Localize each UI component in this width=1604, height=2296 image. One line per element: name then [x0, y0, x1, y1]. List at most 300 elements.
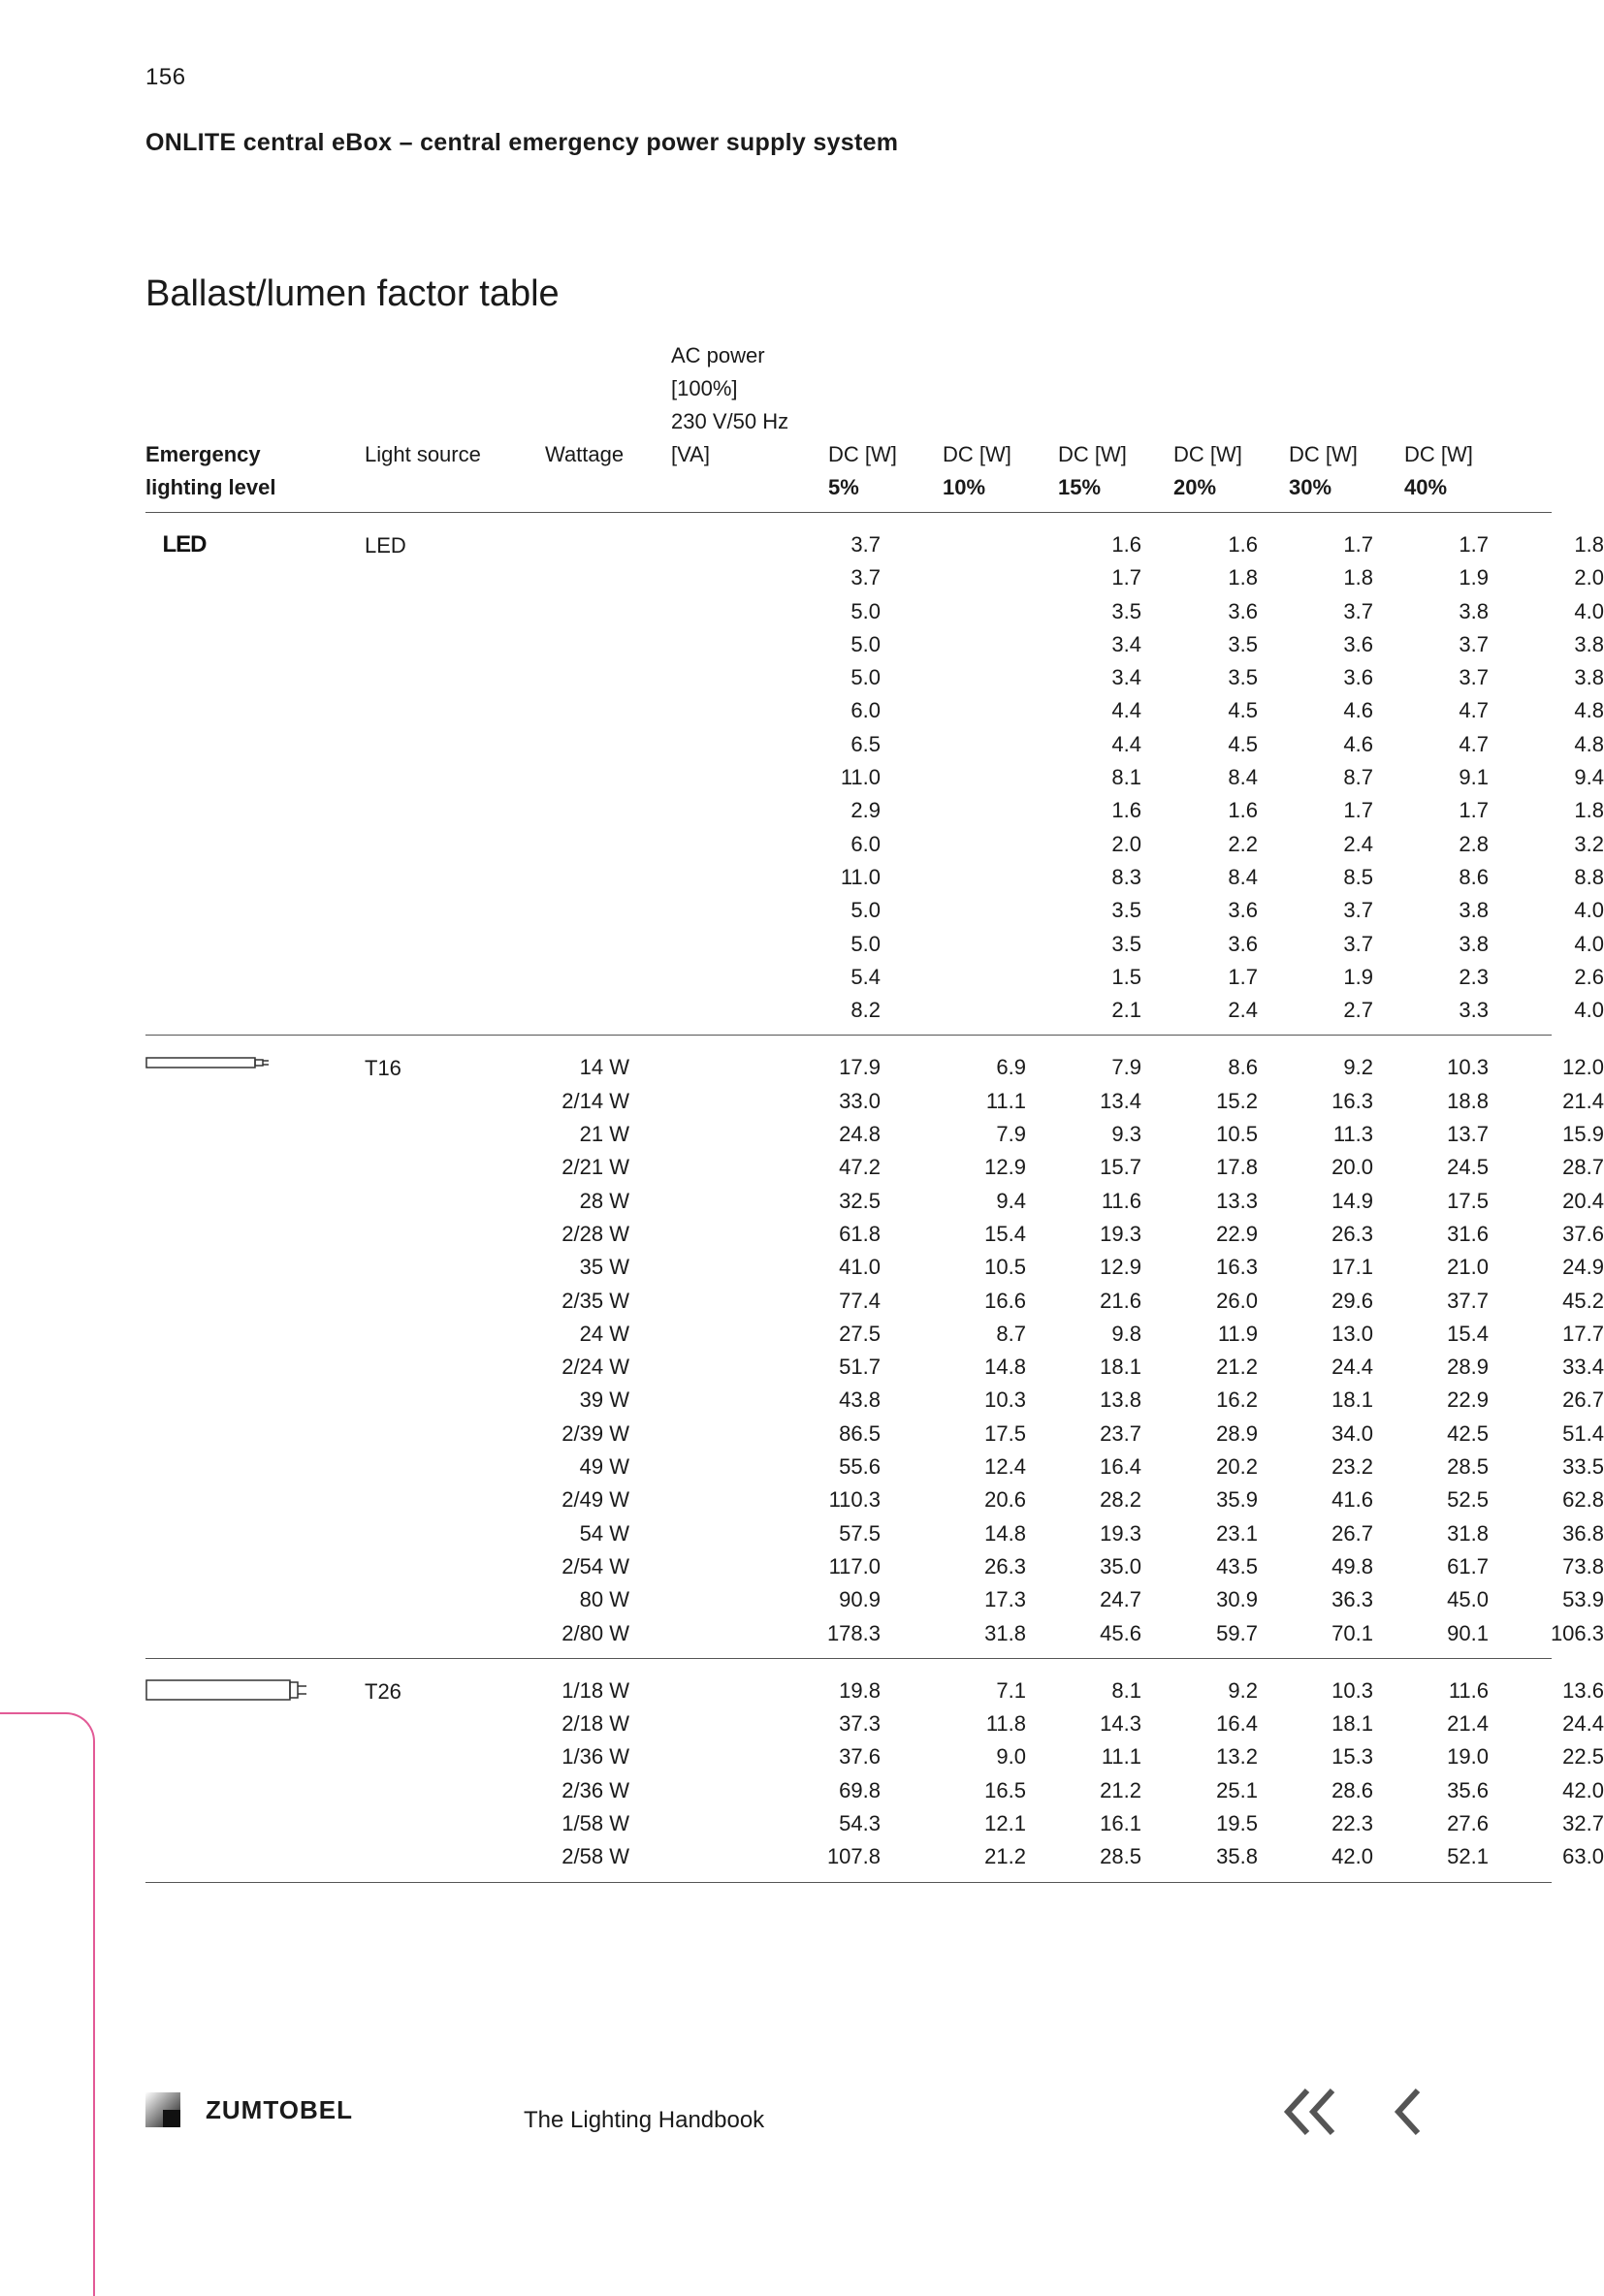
ac-power-cell: 51.7	[839, 1355, 881, 1380]
table-row	[145, 1285, 1604, 1318]
dc-power-cell: 1.6	[1111, 798, 1141, 823]
dc-power-cell: 9.3	[1111, 1122, 1141, 1147]
ac-power-cell: 5.0	[850, 931, 881, 956]
dc-power-cell: 4.8	[1574, 698, 1604, 723]
dc-power-cell: 28.9	[1447, 1355, 1489, 1380]
dc-power-cell: 1.6	[1111, 532, 1141, 557]
dc-power-cell: 13.2	[1216, 1744, 1258, 1770]
table-row	[145, 1384, 1604, 1417]
dc-power-cell: 19.3	[1100, 1520, 1141, 1546]
dc-power-cell: 43.5	[1216, 1553, 1258, 1578]
header-dc-label: DC [W]	[1289, 442, 1358, 466]
dc-power-cell: 12.0	[1562, 1055, 1604, 1080]
dc-power-cell: 23.1	[1216, 1520, 1258, 1546]
wattage-cell: 2/28 W	[561, 1221, 629, 1246]
dc-power-cell: 12.9	[984, 1155, 1026, 1180]
dc-power-cell: 20.6	[984, 1487, 1026, 1513]
ac-power-cell: 5.0	[850, 631, 881, 656]
table-row	[145, 861, 1604, 894]
dc-power-cell: 13.0	[1331, 1321, 1373, 1346]
dc-power-cell: 4.4	[1111, 698, 1141, 723]
dc-power-cell: 1.7	[1459, 532, 1489, 557]
table-row	[145, 1550, 1604, 1583]
header-ac-line3: 230 V/50 Hz	[671, 409, 789, 433]
ac-power-cell: 17.9	[839, 1055, 881, 1080]
light-source-label: T16	[365, 1056, 401, 1081]
ac-power-cell: 110.3	[828, 1487, 881, 1513]
dc-power-cell: 59.7	[1216, 1620, 1258, 1645]
dc-power-cell: 26.3	[984, 1553, 1026, 1578]
header-dc-percent: 40%	[1404, 475, 1448, 499]
dc-power-cell: 73.8	[1562, 1553, 1604, 1578]
header-level-line1: Emergency	[145, 442, 261, 466]
dc-power-cell: 10.3	[1331, 1677, 1373, 1703]
table-section-led	[145, 513, 1604, 1036]
table-row	[145, 1774, 1604, 1807]
brand-name: ZUMTOBEL	[206, 2094, 353, 2124]
dc-power-cell: 21.0	[1447, 1255, 1489, 1280]
dc-power-cell: 19.0	[1447, 1744, 1489, 1770]
dc-power-cell: 3.4	[1111, 665, 1141, 690]
dc-power-cell: 28.9	[1216, 1420, 1258, 1446]
wattage-cell: 2/36 W	[561, 1777, 629, 1802]
dc-power-cell: 1.7	[1228, 964, 1258, 989]
header-dc-percent: 30%	[1289, 475, 1332, 499]
header-ac-line2: [100%]	[671, 376, 738, 400]
header-level-line2: lighting level	[145, 475, 276, 499]
dc-power-cell: 3.7	[1459, 631, 1489, 656]
dc-power-cell: 10.3	[1447, 1055, 1489, 1080]
header-dc-label: DC [W]	[943, 442, 1011, 466]
dc-power-cell: 3.2	[1574, 831, 1604, 856]
dc-power-cell: 3.8	[1459, 931, 1489, 956]
dc-power-cell: 28.6	[1331, 1777, 1373, 1802]
dc-power-cell: 3.7	[1343, 598, 1373, 623]
dc-power-cell: 70.1	[1331, 1620, 1373, 1645]
table-row	[145, 1151, 1604, 1184]
dc-power-cell: 62.8	[1562, 1487, 1604, 1513]
dc-power-cell: 42.0	[1331, 1844, 1373, 1869]
ac-power-cell: 32.5	[839, 1188, 881, 1213]
chevron-left-icon	[1389, 2087, 1428, 2137]
dc-power-cell: 15.2	[1216, 1088, 1258, 1113]
dc-power-cell: 4.5	[1228, 698, 1258, 723]
dc-power-cell: 24.9	[1562, 1255, 1604, 1280]
header-dc-percent: 15%	[1058, 475, 1102, 499]
dc-power-cell: 52.5	[1447, 1487, 1489, 1513]
ac-power-cell: 37.3	[839, 1711, 881, 1737]
table-row	[145, 1674, 1604, 1707]
dc-power-cell: 16.1	[1100, 1810, 1141, 1835]
dc-power-cell: 2.0	[1111, 831, 1141, 856]
dc-power-cell: 14.9	[1331, 1188, 1373, 1213]
table-row	[145, 1740, 1604, 1773]
dc-power-cell: 23.7	[1100, 1420, 1141, 1446]
decorative-margin-bracket	[0, 1712, 95, 2296]
dc-power-cell: 1.8	[1228, 565, 1258, 590]
wattage-cell: 39 W	[579, 1387, 629, 1413]
dc-power-cell: 3.6	[1228, 898, 1258, 923]
dc-power-cell: 1.6	[1228, 532, 1258, 557]
dc-power-cell: 21.6	[1100, 1288, 1141, 1313]
table-section-t16	[145, 1036, 1604, 1658]
dc-power-cell: 24.4	[1562, 1711, 1604, 1737]
ac-power-cell: 27.5	[839, 1321, 881, 1346]
table-row	[145, 1251, 1604, 1284]
dc-power-cell: 11.9	[1217, 1321, 1258, 1346]
ac-power-cell: 5.4	[850, 964, 881, 989]
ac-power-cell: 86.5	[839, 1420, 881, 1446]
dc-power-cell: 17.7	[1562, 1321, 1604, 1346]
dc-power-cell: 6.9	[996, 1055, 1026, 1080]
table-row	[145, 928, 1604, 961]
dc-power-cell: 11.8	[985, 1711, 1026, 1737]
dc-power-cell: 15.9	[1562, 1122, 1604, 1147]
dc-power-cell: 17.3	[984, 1587, 1026, 1612]
dc-power-cell: 3.7	[1343, 898, 1373, 923]
dc-power-cell: 19.3	[1100, 1221, 1141, 1246]
table-row	[145, 1318, 1604, 1351]
dc-power-cell: 2.4	[1228, 998, 1258, 1023]
header-light-source: Light source	[365, 442, 481, 466]
dc-power-cell: 28.5	[1447, 1454, 1489, 1480]
page-number: 156	[145, 64, 186, 90]
dc-power-cell: 10.5	[1216, 1122, 1258, 1147]
dc-power-cell: 23.2	[1331, 1454, 1373, 1480]
wattage-cell: 2/80 W	[561, 1620, 629, 1645]
dc-power-cell: 15.4	[1447, 1321, 1489, 1346]
header-dc-30	[1289, 438, 1358, 504]
table-row	[145, 1051, 1604, 1084]
dc-power-cell: 18.1	[1331, 1711, 1373, 1737]
wattage-cell: 2/49 W	[561, 1487, 629, 1513]
table-body	[145, 513, 1604, 1883]
table-header	[145, 339, 1552, 513]
dc-power-cell: 7.9	[1111, 1055, 1141, 1080]
dc-power-cell: 9.2	[1343, 1055, 1373, 1080]
dc-power-cell: 1.5	[1111, 964, 1141, 989]
wattage-cell: 2/54 W	[561, 1553, 629, 1578]
table-row	[145, 628, 1604, 661]
dc-power-cell: 3.8	[1574, 631, 1604, 656]
dc-power-cell: 1.7	[1343, 798, 1373, 823]
ac-power-cell: 117.0	[828, 1553, 881, 1578]
ac-power-cell: 5.0	[850, 598, 881, 623]
header-dc-5	[828, 438, 897, 504]
header-dc-percent: 5%	[828, 475, 859, 499]
ac-power-cell: 77.4	[839, 1288, 881, 1313]
dc-power-cell: 42.5	[1447, 1420, 1489, 1446]
header-dc-15	[1058, 438, 1127, 504]
dc-power-cell: 9.4	[996, 1188, 1026, 1213]
header-dc-10	[943, 438, 1011, 504]
dc-power-cell: 2.6	[1574, 964, 1604, 989]
dc-power-cell: 8.4	[1228, 864, 1258, 889]
ac-power-cell: 3.7	[850, 532, 881, 557]
dc-power-cell: 11.1	[1101, 1744, 1141, 1770]
dc-power-cell: 22.9	[1447, 1387, 1489, 1413]
dc-power-cell: 2.3	[1459, 964, 1489, 989]
dc-power-cell: 16.3	[1216, 1255, 1258, 1280]
table-row	[145, 661, 1604, 694]
ballast-lumen-factor-table	[145, 339, 1604, 1883]
table-row	[145, 794, 1604, 827]
dc-power-cell: 45.2	[1562, 1288, 1604, 1313]
table-row	[145, 894, 1604, 927]
dc-power-cell: 1.9	[1459, 565, 1489, 590]
dc-power-cell: 14.8	[984, 1520, 1026, 1546]
dc-power-cell: 3.6	[1228, 598, 1258, 623]
dc-power-cell: 45.6	[1100, 1620, 1141, 1645]
dc-power-cell: 26.0	[1216, 1288, 1258, 1313]
wattage-cell: 28 W	[579, 1188, 629, 1213]
dc-power-cell: 4.5	[1228, 731, 1258, 756]
document-title: ONLITE central eBox – central emergency power supply system	[145, 129, 899, 156]
dc-power-cell: 8.6	[1459, 864, 1489, 889]
header-dc-label: DC [W]	[1058, 442, 1127, 466]
ac-power-cell: 11.0	[840, 864, 881, 889]
header-dc-percent: 10%	[943, 475, 986, 499]
dc-power-cell: 1.8	[1574, 532, 1604, 557]
table-row	[145, 1418, 1604, 1451]
wattage-cell: 35 W	[579, 1255, 629, 1280]
header-emergency-lighting-level	[145, 438, 275, 504]
dc-power-cell: 13.7	[1447, 1122, 1489, 1147]
dc-power-cell: 3.7	[1459, 665, 1489, 690]
table-row	[145, 1451, 1604, 1483]
dc-power-cell: 9.2	[1228, 1677, 1258, 1703]
dc-power-cell: 8.4	[1228, 765, 1258, 790]
table-row	[145, 1807, 1604, 1840]
dc-power-cell: 4.4	[1111, 731, 1141, 756]
table-row	[145, 1085, 1604, 1118]
dc-power-cell: 24.7	[1100, 1587, 1141, 1612]
dc-power-cell: 18.1	[1331, 1387, 1373, 1413]
dc-power-cell: 17.5	[984, 1420, 1026, 1446]
dc-power-cell: 21.4	[1447, 1711, 1489, 1737]
ac-power-cell: 61.8	[839, 1221, 881, 1246]
ac-power-cell: 55.6	[839, 1454, 881, 1480]
dc-power-cell: 8.3	[1111, 864, 1141, 889]
dc-power-cell: 11.6	[1101, 1188, 1141, 1213]
dc-power-cell: 8.6	[1228, 1055, 1258, 1080]
dc-power-cell: 3.5	[1111, 931, 1141, 956]
dc-power-cell: 31.6	[1447, 1221, 1489, 1246]
dc-power-cell: 37.6	[1562, 1221, 1604, 1246]
dc-power-cell: 8.5	[1343, 864, 1373, 889]
wattage-cell: 49 W	[579, 1454, 629, 1480]
dc-power-cell: 2.0	[1574, 565, 1604, 590]
dc-power-cell: 10.3	[984, 1387, 1026, 1413]
dc-power-cell: 52.1	[1447, 1844, 1489, 1869]
wattage-cell: 2/21 W	[561, 1155, 629, 1180]
dc-power-cell: 42.0	[1562, 1777, 1604, 1802]
table-row	[145, 828, 1604, 861]
dc-power-cell: 16.2	[1216, 1387, 1258, 1413]
ac-power-cell: 19.8	[839, 1677, 881, 1703]
dc-power-cell: 13.8	[1100, 1387, 1141, 1413]
dc-power-cell: 61.7	[1447, 1553, 1489, 1578]
dc-power-cell: 3.8	[1574, 665, 1604, 690]
ac-power-cell: 43.8	[839, 1387, 881, 1413]
dc-power-cell: 32.7	[1562, 1810, 1604, 1835]
table-row	[145, 528, 1604, 561]
dc-power-cell: 20.0	[1331, 1155, 1373, 1180]
nav-first-page-button[interactable]	[1278, 2087, 1340, 2142]
table-row	[145, 1185, 1604, 1218]
table-section-t26	[145, 1659, 1604, 1883]
dc-power-cell: 3.8	[1459, 898, 1489, 923]
ac-power-cell: 11.0	[840, 765, 881, 790]
header-ac-line1: AC power	[671, 343, 765, 367]
dc-power-cell: 22.5	[1562, 1744, 1604, 1770]
wattage-cell: 2/39 W	[561, 1420, 629, 1446]
dc-power-cell: 2.8	[1459, 831, 1489, 856]
dc-power-cell: 16.4	[1100, 1454, 1141, 1480]
dc-power-cell: 41.6	[1331, 1487, 1373, 1513]
section-title: Ballast/lumen factor table	[145, 273, 560, 314]
dc-power-cell: 35.0	[1100, 1553, 1141, 1578]
dc-power-cell: 2.2	[1228, 831, 1258, 856]
dc-power-cell: 3.5	[1111, 898, 1141, 923]
light-source-label: LED	[365, 533, 406, 558]
dc-power-cell: 26.7	[1331, 1520, 1373, 1546]
dc-power-cell: 51.4	[1562, 1420, 1604, 1446]
dc-power-cell: 17.8	[1216, 1155, 1258, 1180]
double-chevron-left-icon	[1278, 2087, 1340, 2137]
dc-power-cell: 35.8	[1216, 1844, 1258, 1869]
header-dc-label: DC [W]	[828, 442, 897, 466]
dc-power-cell: 4.7	[1459, 731, 1489, 756]
ac-power-cell: 33.0	[839, 1088, 881, 1113]
dc-power-cell: 36.3	[1331, 1587, 1373, 1612]
ac-power-cell: 47.2	[839, 1155, 881, 1180]
ac-power-cell: 37.6	[839, 1744, 881, 1770]
dc-power-cell: 24.5	[1447, 1155, 1489, 1180]
handbook-title: The Lighting Handbook	[524, 2107, 765, 2133]
dc-power-cell: 1.9	[1343, 964, 1373, 989]
brand-block	[145, 2092, 353, 2127]
table-row	[145, 561, 1604, 594]
dc-power-cell: 53.9	[1562, 1587, 1604, 1612]
dc-power-cell: 8.1	[1111, 1677, 1141, 1703]
dc-power-cell: 4.6	[1343, 731, 1373, 756]
table-row	[145, 961, 1604, 994]
dc-power-cell: 3.3	[1459, 998, 1489, 1023]
table-row	[145, 1517, 1604, 1550]
dc-power-cell: 16.6	[984, 1288, 1026, 1313]
dc-power-cell: 2.1	[1111, 998, 1141, 1023]
wattage-cell: 2/24 W	[561, 1355, 629, 1380]
dc-power-cell: 3.7	[1343, 931, 1373, 956]
dc-power-cell: 21.4	[1562, 1088, 1604, 1113]
ac-power-cell: 5.0	[850, 665, 881, 690]
table-row	[145, 694, 1604, 727]
dc-power-cell: 4.0	[1574, 898, 1604, 923]
dc-power-cell: 3.8	[1459, 598, 1489, 623]
dc-power-cell: 1.8	[1343, 565, 1373, 590]
ac-power-cell: 3.7	[850, 565, 881, 590]
dc-power-cell: 18.1	[1100, 1355, 1141, 1380]
dc-power-cell: 33.4	[1562, 1355, 1604, 1380]
dc-power-cell: 15.4	[984, 1221, 1026, 1246]
dc-power-cell: 30.9	[1216, 1587, 1258, 1612]
dc-power-cell: 9.8	[1111, 1321, 1141, 1346]
dc-power-cell: 29.6	[1331, 1288, 1373, 1313]
dc-power-cell: 14.3	[1100, 1711, 1141, 1737]
header-dc-percent: 20%	[1173, 475, 1217, 499]
dc-power-cell: 11.6	[1448, 1677, 1489, 1703]
wattage-cell: 2/58 W	[561, 1844, 629, 1869]
wattage-cell: 2/14 W	[561, 1088, 629, 1113]
dc-power-cell: 1.7	[1111, 565, 1141, 590]
wattage-cell: 80 W	[579, 1587, 629, 1612]
header-wattage: Wattage	[545, 442, 625, 466]
dc-power-cell: 1.7	[1459, 798, 1489, 823]
dc-power-cell: 4.0	[1574, 998, 1604, 1023]
header-dc-20	[1173, 438, 1242, 504]
table-row	[145, 1218, 1604, 1251]
dc-power-cell: 4.8	[1574, 731, 1604, 756]
wattage-cell: 24 W	[579, 1321, 629, 1346]
dc-power-cell: 10.5	[984, 1255, 1026, 1280]
table-row	[145, 1707, 1604, 1740]
dc-power-cell: 16.4	[1216, 1711, 1258, 1737]
dc-power-cell: 45.0	[1447, 1587, 1489, 1612]
table-row	[145, 1583, 1604, 1616]
wattage-cell: 14 W	[579, 1055, 629, 1080]
ac-power-cell: 24.8	[839, 1122, 881, 1147]
dc-power-cell: 22.9	[1216, 1221, 1258, 1246]
dc-power-cell: 8.1	[1111, 765, 1141, 790]
table-row	[145, 1118, 1604, 1151]
dc-power-cell: 21.2	[1216, 1355, 1258, 1380]
dc-power-cell: 18.8	[1447, 1088, 1489, 1113]
table-row	[145, 728, 1604, 761]
nav-previous-page-button[interactable]	[1389, 2087, 1428, 2142]
dc-power-cell: 19.5	[1216, 1810, 1258, 1835]
dc-power-cell: 4.6	[1343, 698, 1373, 723]
dc-power-cell: 63.0	[1562, 1844, 1604, 1869]
ac-power-cell: 2.9	[850, 798, 881, 823]
ac-power-cell: 8.2	[850, 998, 881, 1023]
dc-power-cell: 17.1	[1331, 1255, 1373, 1280]
dc-power-cell: 13.4	[1100, 1088, 1141, 1113]
table-row	[145, 994, 1604, 1027]
dc-power-cell: 9.4	[1574, 765, 1604, 790]
dc-power-cell: 7.1	[996, 1677, 1026, 1703]
dc-power-cell: 15.3	[1331, 1744, 1373, 1770]
dc-power-cell: 17.5	[1447, 1188, 1489, 1213]
dc-power-cell: 20.2	[1216, 1454, 1258, 1480]
ac-power-cell: 5.0	[850, 898, 881, 923]
dc-power-cell: 21.2	[1100, 1777, 1141, 1802]
dc-power-cell: 90.1	[1447, 1620, 1489, 1645]
dc-power-cell: 1.8	[1574, 798, 1604, 823]
dc-power-cell: 4.0	[1574, 931, 1604, 956]
dc-power-cell: 28.5	[1100, 1844, 1141, 1869]
dc-power-cell: 3.6	[1343, 665, 1373, 690]
dc-power-cell: 16.3	[1331, 1088, 1373, 1113]
table-row	[145, 595, 1604, 628]
dc-power-cell: 12.1	[984, 1810, 1026, 1835]
wattage-cell: 1/36 W	[561, 1744, 629, 1770]
wattage-cell: 54 W	[579, 1520, 629, 1546]
header-dc-label: DC [W]	[1173, 442, 1242, 466]
dc-power-cell: 2.4	[1343, 831, 1373, 856]
dc-power-cell: 33.5	[1562, 1454, 1604, 1480]
ac-power-cell: 178.3	[826, 1620, 881, 1645]
